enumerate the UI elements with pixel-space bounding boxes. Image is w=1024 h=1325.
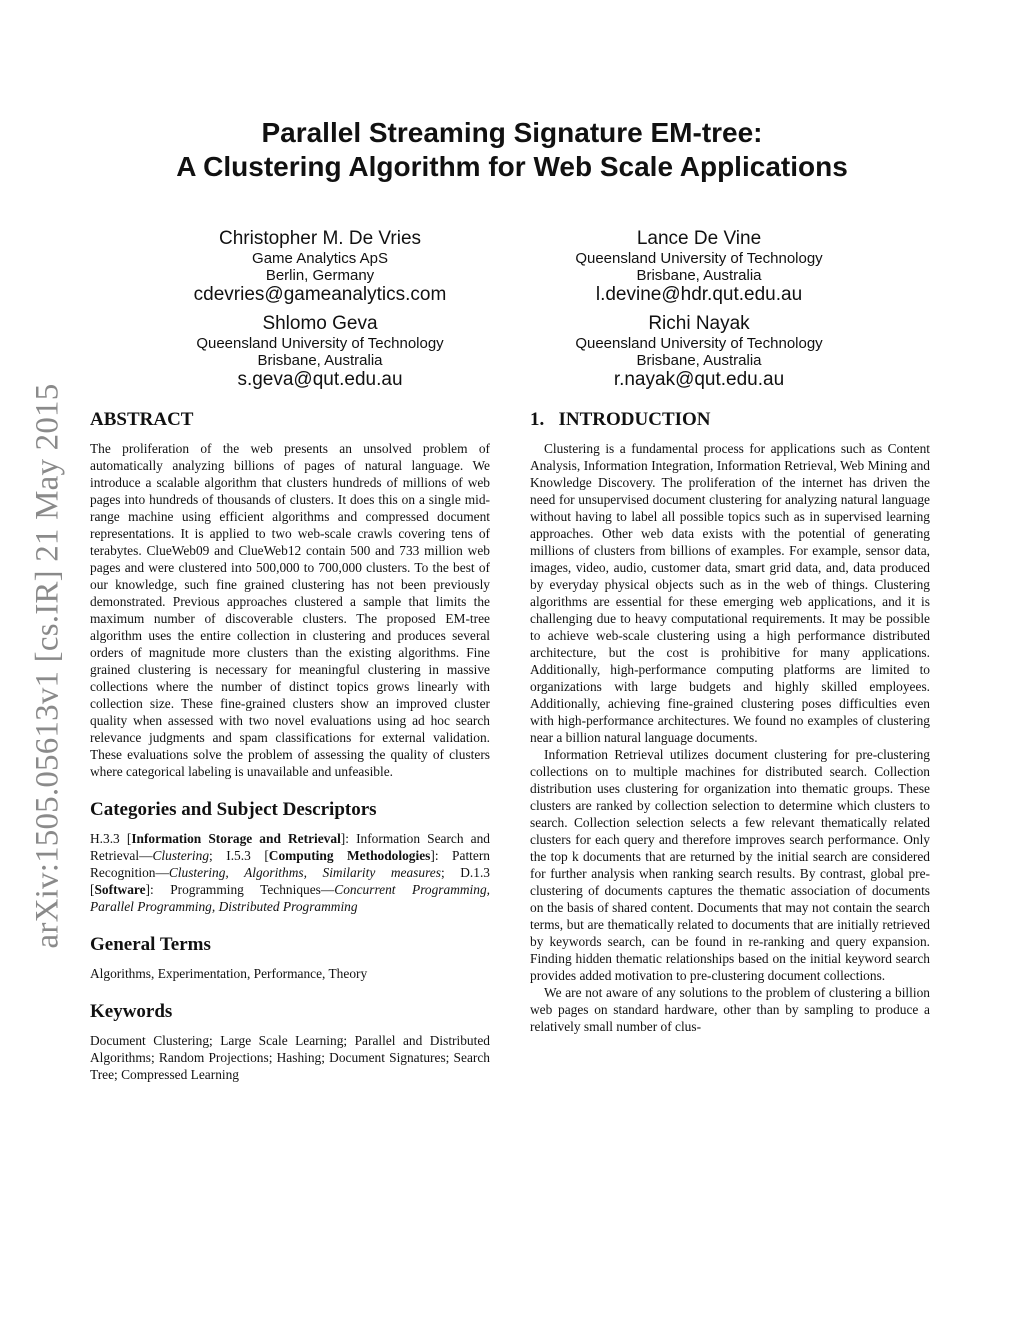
categories-heading: Categories and Subject Descriptors (90, 799, 377, 820)
author-email: s.geva@qut.edu.au (237, 369, 403, 390)
author-email: r.nayak@qut.edu.au (613, 369, 785, 390)
author-block-1 (140, 228, 500, 306)
introduction-heading: 1. INTRODUCTION (530, 409, 711, 430)
category-name: Computing Methodologies (268, 848, 431, 863)
author-block-3 (140, 313, 500, 391)
author-location: Brisbane, Australia (636, 352, 762, 369)
category-sep: ]: Information Search and Retrieval— (90, 831, 490, 863)
category-sub: Concurrent Programming, Parallel Programming, Distributed Programming (90, 882, 490, 914)
category-name: Information Storage and Retrieval (131, 831, 341, 846)
author-name: Lance De Vine (636, 228, 762, 249)
keywords-text: Document Clustering; Large Scale Learning; Parallel and Distributed Algorithms; Random Projections; Hashing; Document Signatures; Search Tree; Compressed Learning (90, 1033, 490, 1082)
author-email: l.devine@hdr.qut.edu.au (595, 284, 803, 305)
category-name: Software (94, 882, 146, 897)
author-block-2 (519, 228, 879, 306)
categories-text (90, 830, 490, 915)
author-affiliation: Queensland University of Technology (575, 250, 823, 267)
author-name: Christopher M. De Vries (218, 228, 422, 249)
general-terms-heading: General Terms (90, 934, 211, 955)
author-block-4 (519, 313, 879, 391)
category-code: ; D.1.3 [ (90, 865, 490, 897)
author-location: Berlin, Germany (265, 267, 375, 284)
intro-paragraph-3: We are not aware of any solutions to the problem of clustering a billion web pages on standard hardware, other than by sampling to produce a relatively small number of clus- (530, 985, 930, 1034)
author-name: Shlomo Geva (262, 313, 378, 334)
general-terms-text: Algorithms, Experimentation, Performance, Theory (90, 966, 368, 981)
category-sep: ]: Programming Techniques— (145, 882, 335, 897)
intro-paragraph-1: Clustering is a fundamental process for applications such as Content Analysis, Information Integration, Information Retrieval, Web Mining and Knowledge Discovery. The proliferation of the internet has driven the need for unsupervised document clustering for analyzing natural language without having to label all possible topics such as in supervised learning approaches. Other web data exists with the potential of generating millions of clusters from billions of examples. For example, sensor data, images, video, audio, customer data, smart grid data, and, data produced by everyday physical objects such as in the web of things. Clustering algorithms are essential for these emerging web applications, and it is challenging due to heavy computational requirements. It may be possible to achieve web-scale clustering using a high performance distributed architecture, but the cost is prohibitive for many applications. Additionally, high-performance computing platforms are limited to organizations with large budgets and highly skilled employees. Additionally, achieving fine-grained clustering poses difficulties even with high-performance architectures. We found no examples of clustering near a billion natural language documents. (530, 441, 930, 745)
keywords-heading: Keywords (90, 1001, 173, 1022)
abstract-text: The proliferation of the web presents an unsolved problem of automatically analyzing billions of pages of natural language. We introduce a scalable algorithm that clusters hundreds of millions of web pages into hundreds of thousands of clusters. It does this on a single mid-range machine using efficient algorithms and compressed document representations. It is applied to two web-scale crawls covering tens of terabytes. ClueWeb09 and ClueWeb12 contain 500 and 733 million web pages and were clustered into 500,000 to 700,000 clusters. To the best of our knowledge, such fine grained clustering has not been previously demonstrated. Previous approaches clustered a sample that limits the maximum number of discoverable clusters. The proposed EM-tree algorithm uses the entire collection in clustering and produces several orders of magnitude more clusters than the existing algorithms. Fine grained clustering is necessary for meaningful clustering in massive collections where the number of distinct topics grows linearly with collection size. These fine-grained clusters show an improved cluster quality when assessed with two novel evaluations using ad hoc search relevance judgments and spam classifications for external validation. These evaluations solve the problem of assessing the quality of clusters where categorical labeling is unavailable and unfeasible. (90, 441, 490, 779)
category-sub: Clustering, Algorithms, Similarity measures (168, 865, 441, 880)
intro-paragraph-2: Information Retrieval utilizes document clustering for pre-clustering collections on to multiple machines for distributed search. Collection distribution uses clustering for organization into thematic groups. These clusters are ranked by collection selection to determine which clusters to search. Collection selection selects a few relevant thematically related clusters for each query and therefore improves search performance. Only the top k documents that are returned by the initial search are considered for further analysis when ranking search results. By contrast, global pre-clustering of documents captures the thematic association of documents on the basis of shared content. Documents that may not contain the search terms, but are thematically related to documents that are initially retrieved by keywords search, can be found in re-ranking and query expansion. Finding hidden thematic relationships based on the initial keyword search provides added motivation to pre-clustering document collections. (530, 747, 930, 983)
category-code: ; I.5.3 [ (209, 848, 269, 863)
author-location: Brisbane, Australia (257, 352, 383, 369)
abstract-heading: ABSTRACT (90, 409, 194, 430)
title-line-2: A Clustering Algorithm for Web Scale Applications (176, 151, 848, 182)
category-code: H.3.3 [ (90, 831, 132, 846)
paper-title (0, 116, 1024, 184)
author-affiliation: Queensland University of Technology (196, 335, 444, 352)
category-sep: ]: Pattern Recognition— (90, 848, 490, 880)
right-column (530, 408, 930, 1035)
author-email: cdevries@gameanalytics.com (193, 284, 447, 305)
left-column (90, 408, 490, 1083)
title-line-1: Parallel Streaming Signature EM-tree: (261, 117, 763, 148)
author-location: Brisbane, Australia (636, 267, 762, 284)
category-sub: Clustering (152, 848, 210, 863)
arxiv-stamp-text: arXiv:1505.05613v1 [cs.IR] 21 May 2015 (29, 383, 66, 949)
author-affiliation: Queensland University of Technology (575, 335, 823, 352)
author-name: Richi Nayak (648, 313, 750, 334)
author-affiliation: Game Analytics ApS (252, 250, 388, 267)
